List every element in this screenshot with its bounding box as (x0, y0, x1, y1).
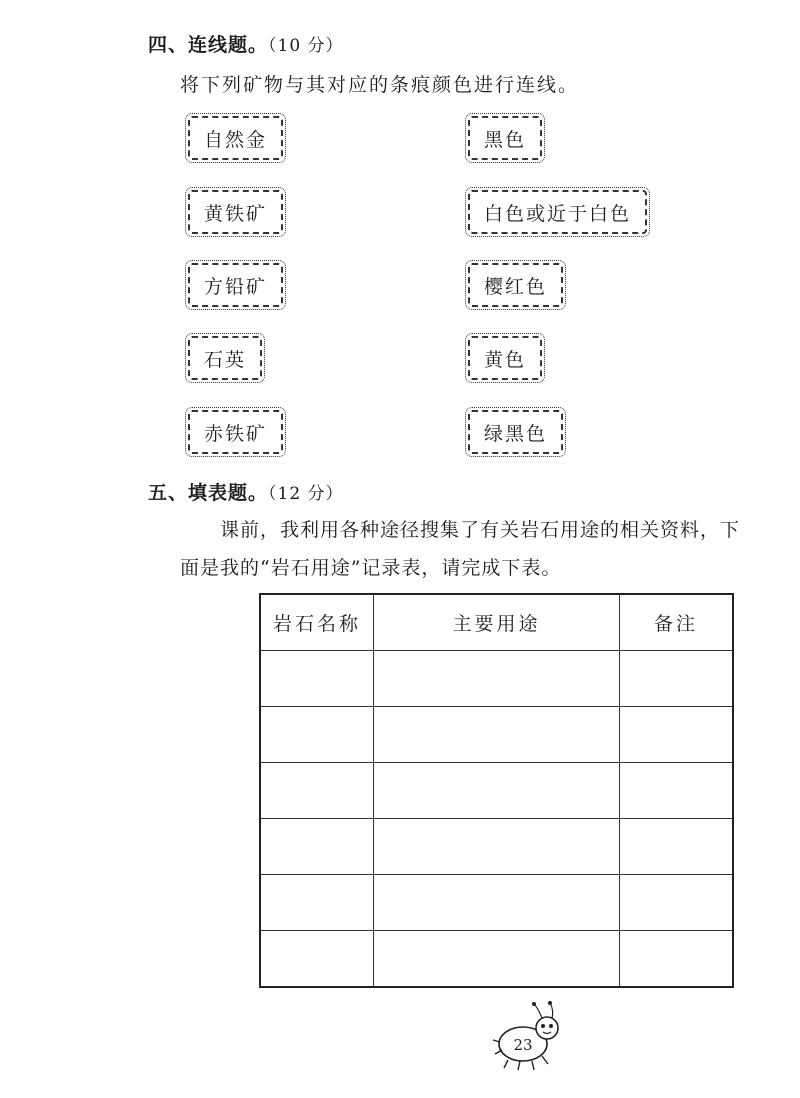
mineral-label: 石英 (204, 348, 247, 371)
rock-name-cell[interactable] (260, 651, 374, 707)
mineral-box-4[interactable] (188, 336, 262, 380)
color-box-1[interactable] (468, 116, 542, 160)
remarks-cell[interactable] (620, 707, 734, 763)
mineral-label: 黄铁矿 (204, 202, 268, 225)
remarks-cell[interactable] (620, 819, 734, 875)
section5-title (148, 478, 344, 505)
rock-name-cell[interactable] (260, 819, 374, 875)
color-label: 黑色 (484, 128, 527, 151)
mineral-box-2[interactable] (188, 190, 283, 234)
mineral-box-1[interactable] (188, 116, 283, 160)
main-use-cell[interactable] (374, 931, 620, 988)
section4-instruction: 将下列矿物与其对应的条痕颜色进行连线。 (180, 74, 580, 96)
rock-name-cell[interactable] (260, 931, 374, 988)
main-use-cell[interactable] (374, 875, 620, 931)
color-box-3[interactable] (468, 263, 563, 307)
table-row (260, 651, 733, 707)
page-number: 23 (513, 1036, 533, 1054)
table-row (260, 707, 733, 763)
mineral-box-5[interactable] (188, 410, 283, 454)
main-use-cell[interactable] (374, 763, 620, 819)
section4-title (148, 30, 344, 57)
section5-title-text: 五、填表题。 (148, 482, 269, 504)
color-box-4[interactable] (468, 336, 542, 380)
mineral-label: 方铅矿 (204, 275, 268, 298)
rock-name-cell[interactable] (260, 707, 374, 763)
header-main-use: 主要用途 (374, 594, 620, 651)
section4-points: （10 分） (268, 36, 344, 56)
color-label: 绿黑色 (484, 422, 548, 445)
header-remarks: 备注 (620, 594, 734, 651)
main-use-cell[interactable] (374, 707, 620, 763)
section5-instruction-line1: 课前，我利用各种途径搜集了有关岩石用途的相关资料，下 (220, 519, 741, 541)
table-row (260, 875, 733, 931)
rock-name-cell[interactable] (260, 763, 374, 819)
main-use-cell[interactable] (374, 651, 620, 707)
mineral-label: 赤铁矿 (204, 422, 268, 445)
rock-use-table (259, 593, 734, 988)
section5-points: （12 分） (268, 484, 344, 504)
header-rock-name: 岩石名称 (260, 594, 374, 651)
table-row (260, 819, 733, 875)
mineral-box-3[interactable] (188, 263, 283, 307)
remarks-cell[interactable] (620, 651, 734, 707)
color-box-2[interactable] (468, 190, 647, 234)
color-label: 樱红色 (484, 275, 548, 298)
color-label: 白色或近于白色 (484, 202, 632, 225)
table-header-row (260, 594, 733, 651)
main-use-cell[interactable] (374, 819, 620, 875)
mineral-label: 自然金 (204, 128, 268, 151)
remarks-cell[interactable] (620, 763, 734, 819)
table-row (260, 931, 733, 988)
bug-mascot-icon (490, 998, 570, 1078)
remarks-cell[interactable] (620, 931, 734, 988)
table-row (260, 763, 733, 819)
rock-name-cell[interactable] (260, 875, 374, 931)
color-box-5[interactable] (468, 410, 563, 454)
section4-title-text: 四、连线题。 (148, 34, 269, 56)
remarks-cell[interactable] (620, 875, 734, 931)
color-label: 黄色 (484, 348, 527, 371)
section5-instruction-line2: 面是我的“岩石用途”记录表，请完成下表。 (180, 557, 562, 579)
